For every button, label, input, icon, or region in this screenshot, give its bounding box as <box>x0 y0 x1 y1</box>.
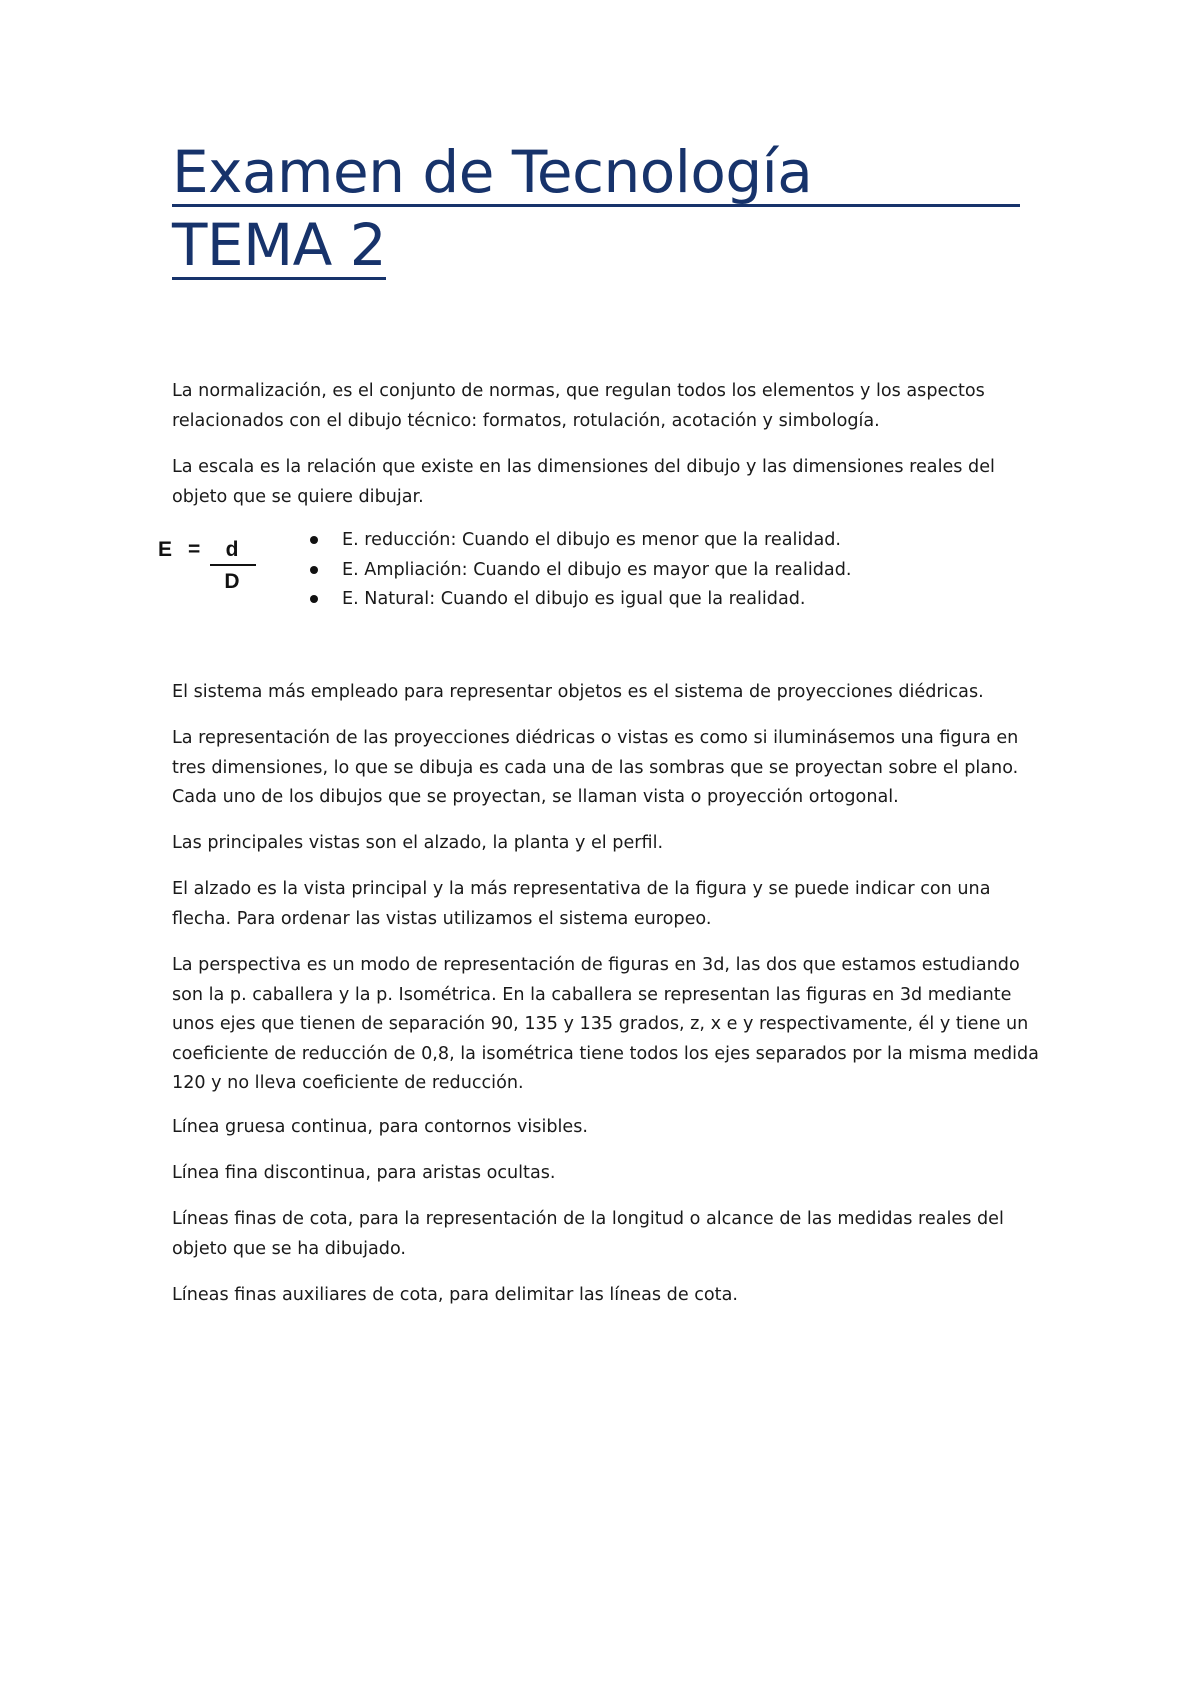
formula-denominator: D <box>224 570 240 593</box>
paragraph-alzado: El alzado es la vista principal y la más representativa de la figura y se puede indicar con una flecha. Para ordenar las vistas utilizamos el sistema europeo. <box>172 879 991 929</box>
scale-formula <box>158 534 258 600</box>
paragraph-representacion: La representación de las proyecciones diédricas o vistas es como si iluminásemos una figura en tres dimensiones, lo que se dibuja es cada una de las sombras que se proyectan sobre el plano. Cada uno de los dibujos que se proyectan, se llaman vista o proyección ortogonal. <box>172 728 1019 807</box>
paragraph-perspectiva: La perspectiva es un modo de representación de figuras en 3d, las dos que estamos estudiando son la p. caballera y la p. Isométrica. En la caballera se representan las figuras en 3d mediante unos ejes que tienen de separación 90, 135 y 135 grados, z, x e y respectivamente, él y tiene un coeficiente de reducción de 0,8, la isométrica tiene todos los ejes separados por la misma medida 120 y no lleva coeficiente de reducción. <box>172 955 1039 1093</box>
list-item <box>310 526 851 556</box>
formula-symbol: E <box>158 538 173 561</box>
paragraph-vistas: Las principales vistas son el alzado, la planta y el perfil. <box>172 833 664 853</box>
title-line-1: Examen de Tecnología <box>172 140 1020 207</box>
list-item-text: E. Ampliación: Cuando el dibujo es mayor que la realidad. <box>342 559 852 580</box>
paragraph-escala: La escala es la relación que existe en las dimensiones del dibujo y las dimensiones reales del objeto que se quiere dibujar. <box>172 457 995 507</box>
paragraph-linea-fina: Línea fina discontinua, para aristas ocultas. <box>172 1163 556 1183</box>
scale-types-list <box>310 526 851 615</box>
title-line-2: TEMA 2 <box>172 211 387 279</box>
list-item-text: E. reducción: Cuando el dibujo es menor que la realidad. <box>342 530 841 550</box>
formula-numerator: d <box>225 538 239 561</box>
list-item-text: E. Natural: Cuando el dibujo es igual que la realidad. <box>342 589 806 609</box>
paragraph-linea-gruesa: Línea gruesa continua, para contornos visibles. <box>172 1117 588 1137</box>
formula-equals: = <box>188 538 201 561</box>
bullet-icon <box>310 595 318 603</box>
document-title <box>172 140 1020 286</box>
paragraph-lineas-cota: Líneas finas de cota, para la representación de la longitud o alcance de las medidas reales del objeto que se ha dibujado. <box>172 1209 1004 1259</box>
list-item <box>310 556 851 586</box>
fraction-bar <box>210 564 256 566</box>
list-item <box>310 585 851 615</box>
bullet-icon <box>310 536 318 544</box>
paragraph-sistema: El sistema más empleado para representar objetos es el sistema de proyecciones diédricas. <box>172 682 984 702</box>
paragraph-normalizacion: La normalización, es el conjunto de normas, que regulan todos los elementos y los aspectos relacionados con el dibujo técnico: formatos, rotulación, acotación y simbología. <box>172 381 985 431</box>
paragraph-lineas-auxiliares: Líneas finas auxiliares de cota, para delimitar las líneas de cota. <box>172 1285 738 1305</box>
bullet-icon <box>310 566 318 574</box>
